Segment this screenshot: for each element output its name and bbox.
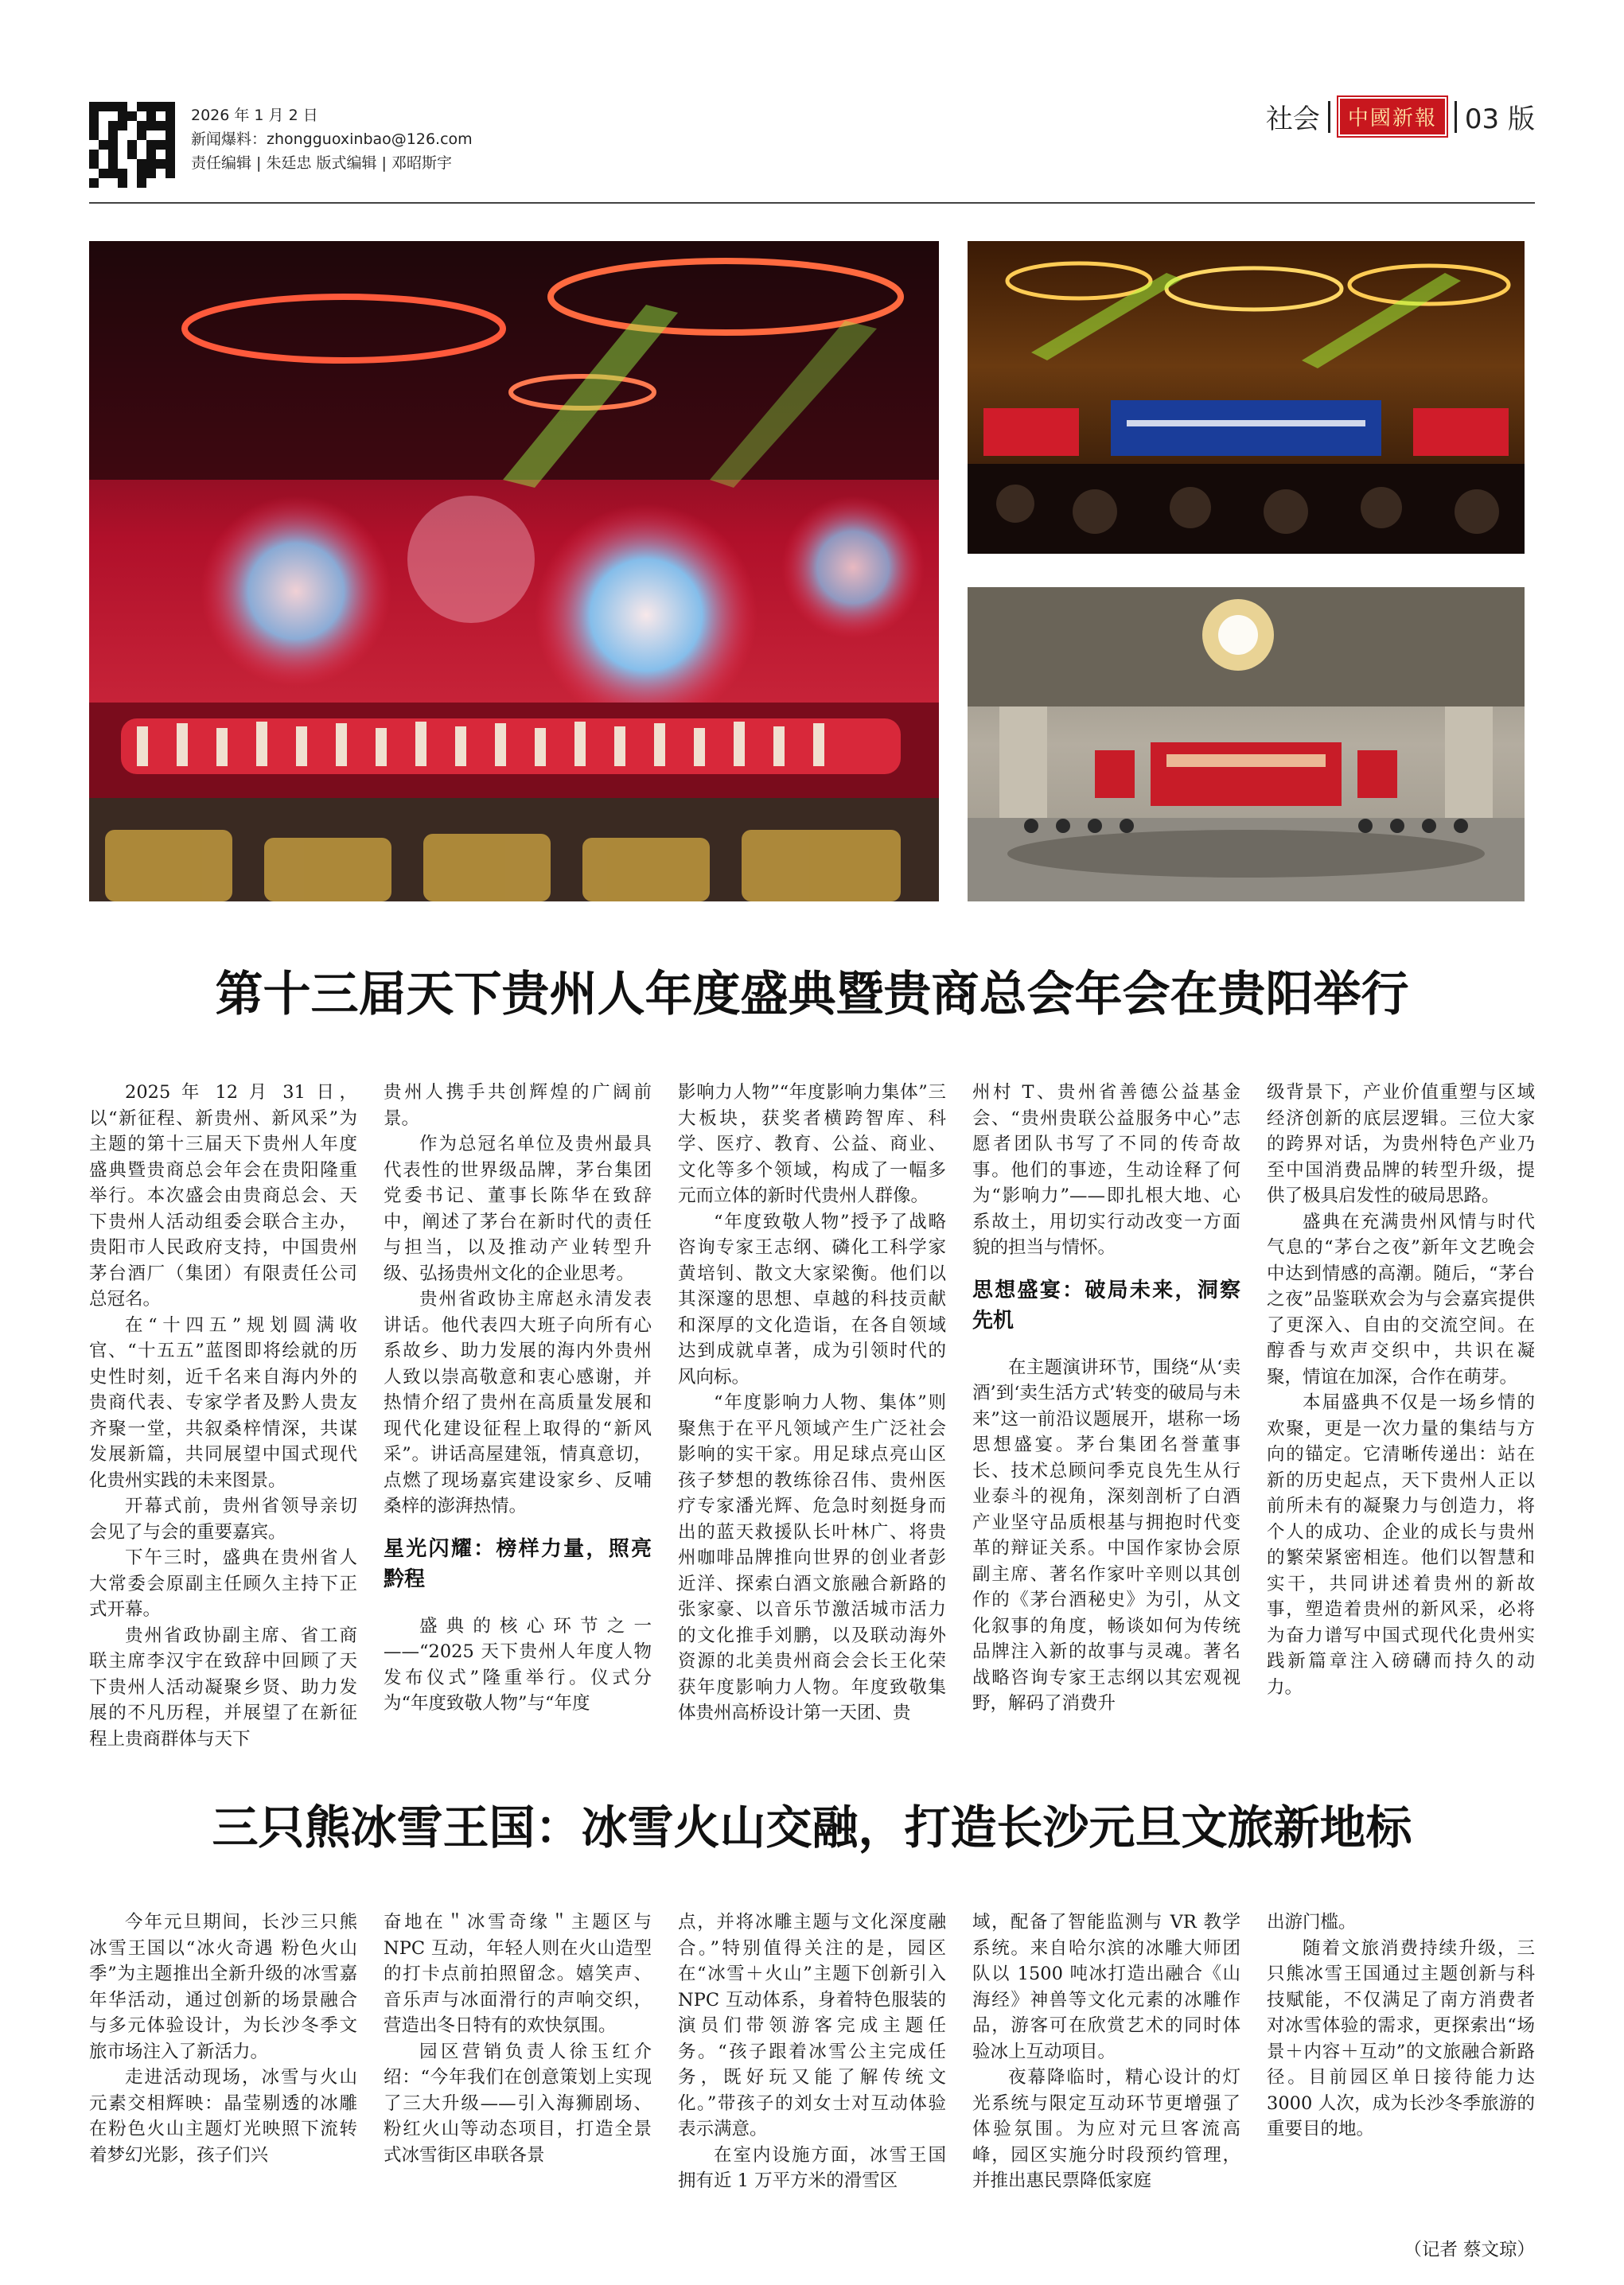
article2-column-2: [384, 1909, 652, 2168]
paragraph: 下午三时，盛典在贵州省人大常委会原副主任顾久主持下正式开幕。: [89, 1547, 357, 1620]
header-info: [191, 103, 473, 175]
paragraph: 域，配备了智能监测与 VR 教学系统。来自哈尔滨的冰雕大师团队以 1500 吨冰打造出融合《山海经》神兽等文化元素的冰雕作品，游客可在欣赏艺术的同时体验冰上互动项目。: [972, 1912, 1240, 2062]
paragraph: 影响力人物”“年度影响力集体”三大板块，获奖者横跨智库、科学、医疗、教育、公益、商业、文化等多个领域，构成了一幅多元而立体的新时代贵州人群像。: [678, 1082, 946, 1206]
reporter-byline: （记者 蔡文琼）: [1404, 2240, 1535, 2260]
divider: [1455, 101, 1457, 133]
article2-headline: 三只熊冰雪王国：冰雪火山交融，打造长沙元旦文旅新地标: [212, 1800, 1412, 1855]
article1-column-5: [1267, 1080, 1535, 1700]
paragraph: “年度影响力人物、集体”则聚焦于在平凡领域产生广泛社会影响的实干家。用足球点亮山区孩子梦想的教练徐召伟、贵州医疗专家潘光辉、危急时刻挺身而出的蓝天救援队长叶林广、将贵州咖啡品牌推向世界的创业者彭近洋、探索白酒文旅融合新路的张家豪、以音乐节激活城市活力的文化推手刘鹏，以及联动海外资源的北美贵州商会会长王化荣获年度影响力人物。年度致敬集体贵州高桥设计第一天团、贵: [678, 1392, 946, 1723]
paragraph: 走进活动现场，冰雪与火山元素交相辉映：晶莹剔透的冰雕在粉色火山主题灯光映照下流转着梦幻光影，孩子们兴: [89, 2067, 357, 2166]
issue-date: 2026 年 1 月 2 日: [191, 107, 318, 124]
paragraph: 州村 T、贵州省善德公益基金会、“贵州贵联公益服务中心”志愿者团队书写了不同的传奇故事。他们的事迹，生动诠释了何为“影响力”——即扎根大地、心系故土，用切实行动改变一方面貌的担当与情怀。: [972, 1082, 1240, 1258]
paragraph: 在“十四五”规划圆满收官、“十五五”蓝图即将绘就的历史性时刻，近千名来自海内外的贵商代表、专家学者及黔人贵友齐聚一堂，共叙桑梓情深，共谋发展新篇，共同展望中国式现代化贵州实践的未来图景。: [89, 1314, 357, 1491]
paragraph: 本届盛典不仅是一场乡情的欢聚，更是一次力量的集结与方向的锚定。它清晰传递出：站在新的历史起点，天下贵州人正以前所未有的凝聚力与创造力，将个人的成功、企业的成长与贵州的繁荣紧密相连。他们以智慧和实干，共同讲述着贵州的新故事，塑造着贵州的新风采，必将为奋力谱写中国式现代化贵州实践新篇章注入磅礴而持久的动力。: [1267, 1392, 1535, 1698]
paragraph: 盛典在充满贵州风情与时代气息的“茅台之夜”新年文艺晚会中达到情感的高潮。随后，“茅台之夜”品鉴联欢会为与会嘉宾提供了更深入、自由的交流空间。在醇香与欢声交织中，共识在凝聚，情谊在加深，合作在萌芽。: [1267, 1211, 1535, 1388]
qr-code: [89, 102, 175, 188]
article1-column-3: [678, 1080, 946, 1726]
stage-performance-photo: [89, 241, 939, 901]
paragraph: 出游门槛。: [1267, 1912, 1357, 1933]
article1-column-2: [384, 1080, 652, 1717]
section-name: 社会: [1265, 103, 1320, 135]
paper-logo: 中國新報: [1338, 97, 1447, 136]
article2-column-5: [1267, 1909, 1535, 2143]
paragraph: 作为总冠名单位及贵州最具代表性的世界级品牌，茅台集团党委书记、董事长陈华在致辞中，阐述了茅台在新时代的责任与担当，以及推动产业转型升级、弘扬贵州文化的企业思考。: [384, 1134, 652, 1284]
divider: [1328, 101, 1330, 133]
article2-column-1: [89, 1909, 357, 2168]
paragraph: 贵州省政协主席赵永清发表讲话。他代表四大班子向所有心系故乡、助力发展的海内外贵州人致以崇高敬意和衷心感谢，并热情介绍了贵州在高质量发展和现代化建设征程上取得的“新风采”。讲话高屋建瓴，情真意切，点燃了现场嘉宾建设家乡、反哺桑梓的澎湃热情。: [384, 1289, 652, 1516]
paragraph: 今年元旦期间，长沙三只熊冰雪王国以“冰火奇遇 粉色火山季”为主题推出全新升级的冰雪嘉年华活动，通过创新的场景融合与多元体验设计，为长沙冬季文旅市场注入了新活力。: [89, 1912, 357, 2062]
editor-credits: 责任编辑 | 朱廷忠 版式编辑 | 邓昭斯宇: [191, 154, 453, 172]
paragraph: 夜幕降临时，精心设计的灯光系统与限定互动环节更增强了体验氛围。为应对元旦客流高峰，园区实施分时段预约管理，并推出惠民票降低家庭: [972, 2067, 1240, 2191]
conference-room-photo: [968, 587, 1525, 901]
banquet-hall-photo: [968, 241, 1525, 554]
article1-column-4: [972, 1080, 1240, 1717]
page-number: 03 版: [1464, 103, 1535, 135]
paragraph: 贵州省政协副主席、省工商联主席李汉宇在致辞中回顾了天下贵州人活动凝聚乡贤、助力发展的不凡历程，并展望了在新征程上贵商群体与天下: [89, 1625, 357, 1750]
paragraph: “年度致敬人物”授予了战略咨询专家王志纲、磷化工科学家黄培钊、散文大家梁衡。他们以其深邃的思想、卓越的科技贡献和深厚的文化造诣，在各自领域达到成就卓著，成为引领时代的风向标。: [678, 1211, 946, 1388]
paragraph: 开幕式前，贵州省领导亲切会见了与会的重要嘉宾。: [89, 1496, 357, 1543]
paragraph: 园区营销负责人徐玉红介绍：“今年我们在创意策划上实现了三大升级——引入海狮剧场、粉红火山等动态项目，打造全景式冰雪街区串联各景: [384, 2041, 652, 2166]
article2-column-4: [972, 1909, 1240, 2194]
paragraph: 级背景下，产业价值重塑与区域经济创新的底层逻辑。三位大家的跨界对话，为贵州特色产业乃至中国消费品牌的转型升级，提供了极具启发性的破局思路。: [1267, 1082, 1535, 1206]
paragraph: 贵州人携手共创辉煌的广阔前景。: [384, 1082, 652, 1129]
paragraph: 随着文旅消费持续升级，三只熊冰雪王国通过主题创新与科技赋能，不仅满足了南方消费者对冰雪体验的需求，更探索出“场景＋内容＋互动”的文旅融合新路径。目前园区单日接待能力达 3000 人次，成为长沙冬季旅游的重要目的地。: [1267, 1937, 1535, 2139]
paragraph: 盛典的核心环节之一——“2025 天下贵州人年度人物发布仪式”隆重举行。仪式分为“年度致敬人物”与“年度: [384, 1615, 652, 1714]
subheading: 思想盛宴：破局未来，洞察先机: [972, 1278, 1240, 1333]
news-tip-email: 新闻爆料：zhongguoxinbao@126.com: [191, 130, 473, 148]
paragraph: 在室内设施方面，冰雪王国拥有近 1 万平方米的滑雪区: [678, 2144, 946, 2191]
paragraph: 奋地在＂冰雪奇缘＂主题区与 NPC 互动，年轻人则在火山造型的打卡点前拍照留念。嬉笑声、音乐声与冰面滑行的声响交织，营造出冬日特有的欢快氛围。: [384, 1912, 652, 2036]
paragraph: 2025 年 12 月 31 日，以“新征程、新贵州、新风采”为主题的第十三届天下贵州人年度盛典暨贵商总会年会在贵阳隆重举行。本次盛会由贵商总会、天下贵州人活动组委会联合主办，贵阳市人民政府支持，中国贵州茅台酒厂（集团）有限责任公司总冠名。: [89, 1082, 357, 1310]
article1-headline: 第十三届天下贵州人年度盛典暨贵商总会年会在贵阳举行: [215, 967, 1409, 1022]
article1-column-1: [89, 1080, 357, 1752]
page-masthead: [1266, 97, 1535, 136]
paragraph: 在主题演讲环节，围绕“从‘卖酒’到‘卖生活方式’转变的破局与未来”这一前沿议题展开，堪称一场思想盛宴。茅台集团名誉董事长、技术总顾问季克良先生从行业泰斗的视角，深刻剖析了白酒产业坚守品质根基与拥抱时代变革的辩证关系。中国作家协会原副主席、著名作家叶辛则以其创作的《茅台酒秘史》为引，从文化叙事的角度，畅谈如何为传统品牌注入新的故事与灵魂。著名战略咨询专家王志纲以其宏观视野，解码了消费升: [972, 1357, 1240, 1714]
paragraph: 点，并将冰雕主题与文化深度融合。”特别值得关注的是，园区在“冰雪＋火山”主题下创新引入 NPC 互动体系，身着特色服装的演员们带领游客完成主题任务。“孩子跟着冰雪公主完成任务，既好玩又能了解传统文化。”带孩子的刘女士对互动体验表示满意。: [678, 1912, 946, 2139]
subheading: 星光闪耀：榜样力量，照亮黔程: [384, 1536, 652, 1591]
article2-column-3: [678, 1909, 946, 2194]
header-rule: [89, 202, 1535, 204]
